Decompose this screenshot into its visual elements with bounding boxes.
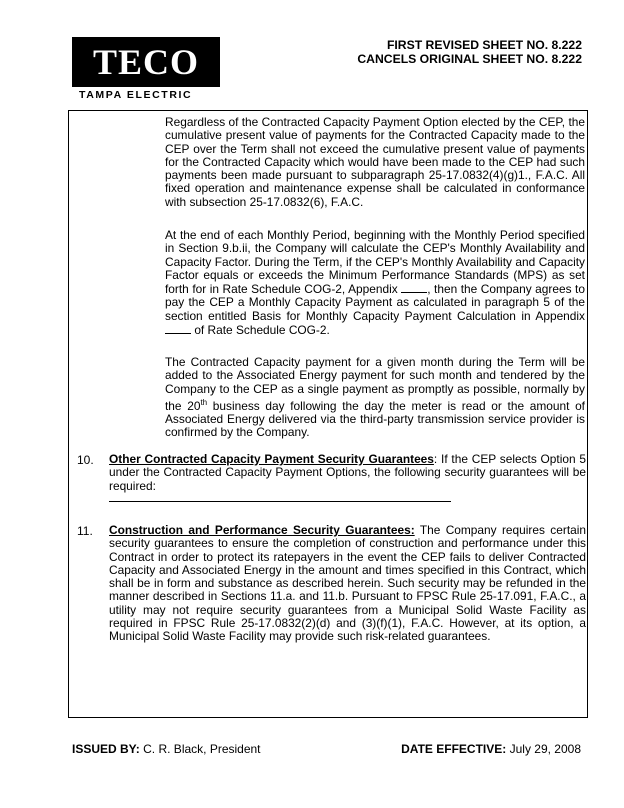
para2-text-a: At the end of each Monthly Period, beginning with the Monthly Period specified in Section 9.b.ii, the Company will calculate the CEP's Monthly Availability and Capacity Factor. During the Term, if the CEP's Monthly Availability and Capacity Factor equals or exceeds the Minimum Performance Standards (MPS) as set forth for in Rate Schedule COG-2, Appendix	[165, 228, 585, 297]
item-10-signature-line	[109, 493, 451, 502]
appendix-blank-2	[165, 323, 191, 334]
para3-text-a: The Contracted Capacity payment for a given month during the Term will be added to the Associated Energy payment for such month and tendered by the Company to the CEP as a single payment as promptly as possible, normally by the 20	[165, 355, 585, 413]
paragraph-present-value: Regardless of the Contracted Capacity Payment Option elected by the CEP, the cumulative present value of payments for the Contracted Capacity made to the CEP over the Term shall not exceed the cumulative present value of payments for the Contracted Capacity which would have been made to the CEP had such payments been made pursuant to subparagraph 25-17.0832(4)(g)1., F.A.C. All fixed operation and maintenance expense shall be calculated in conformance with subsection 25-17.0832(6), F.A.C.	[165, 115, 585, 209]
para3-superscript: th	[200, 397, 208, 407]
para2-text-b: , then the Company agrees to pay the CEP a Monthly Capacity Payment as calculated in paragraph 5 of the section entitled Basis for Monthly Capacity Payment Calculation in Appendix	[165, 282, 585, 323]
item-11-body: The Company requires certain security guarantees to ensure the completion of construction and performance under this Contract in order to protect its ratepayers in the event the CEP fails to deliver Contracted Capacity and Associated Energy in the amount and times specified in this Contract, which shall be in form and substance as described herein. Such security may be refunded in the manner described in Sections 11.a. and 11.b. Pursuant to FPSC Rule 25-17.091, F.A.C., a utility may not require security guarantees from a Municipal Solid Waste Facility as required in FPSC Rule 25-17.0832(2)(d) and (3)(f)(1), F.A.C. However, at its option, a Municipal Solid Waste Facility may provide such risk-related guarantees.	[109, 523, 586, 644]
issued-by	[72, 742, 261, 756]
date-effective	[401, 742, 581, 756]
issued-by-value: C. R. Black, President	[143, 742, 261, 756]
logo-subtitle: TAMPA ELECTRIC	[79, 89, 193, 101]
item-11-title: Construction and Performance Security Guarantees:	[109, 523, 415, 537]
sheet-revision: FIRST REVISED SHEET NO. 8.222	[386, 38, 582, 52]
issued-by-label: ISSUED BY:	[72, 742, 140, 756]
date-effective-label: DATE EFFECTIVE:	[401, 742, 507, 756]
sheet-header	[357, 38, 582, 66]
date-effective-value: July 29, 2008	[509, 742, 581, 756]
teco-logo	[72, 37, 220, 87]
para2-text-c: of Rate Schedule COG-2.	[194, 323, 330, 338]
appendix-blank-1	[401, 282, 427, 293]
item-11-text	[109, 524, 586, 644]
item-10-body: : If the CEP selects Option 5 under the Contracted Capacity Payment Options, the following security guarantees will be required:	[109, 452, 586, 493]
logo-text: TECO	[92, 42, 200, 82]
paragraph-payment-tender	[165, 356, 585, 440]
item-10-title: Other Contracted Capacity Payment Security Guarantees	[109, 452, 434, 466]
item-11-number: 11.	[77, 524, 93, 538]
para3-text-b: business day following the day the meter is read or the amount of Associated Energy delivered via the third-party transmission service provider is confirmed by the Company.	[165, 398, 585, 440]
paragraph-monthly-period	[165, 229, 585, 337]
item-10-number: 10.	[77, 453, 94, 467]
item-10-text	[109, 453, 586, 502]
sheet-cancels: CANCELS ORIGINAL SHEET NO. 8.222	[357, 52, 582, 66]
